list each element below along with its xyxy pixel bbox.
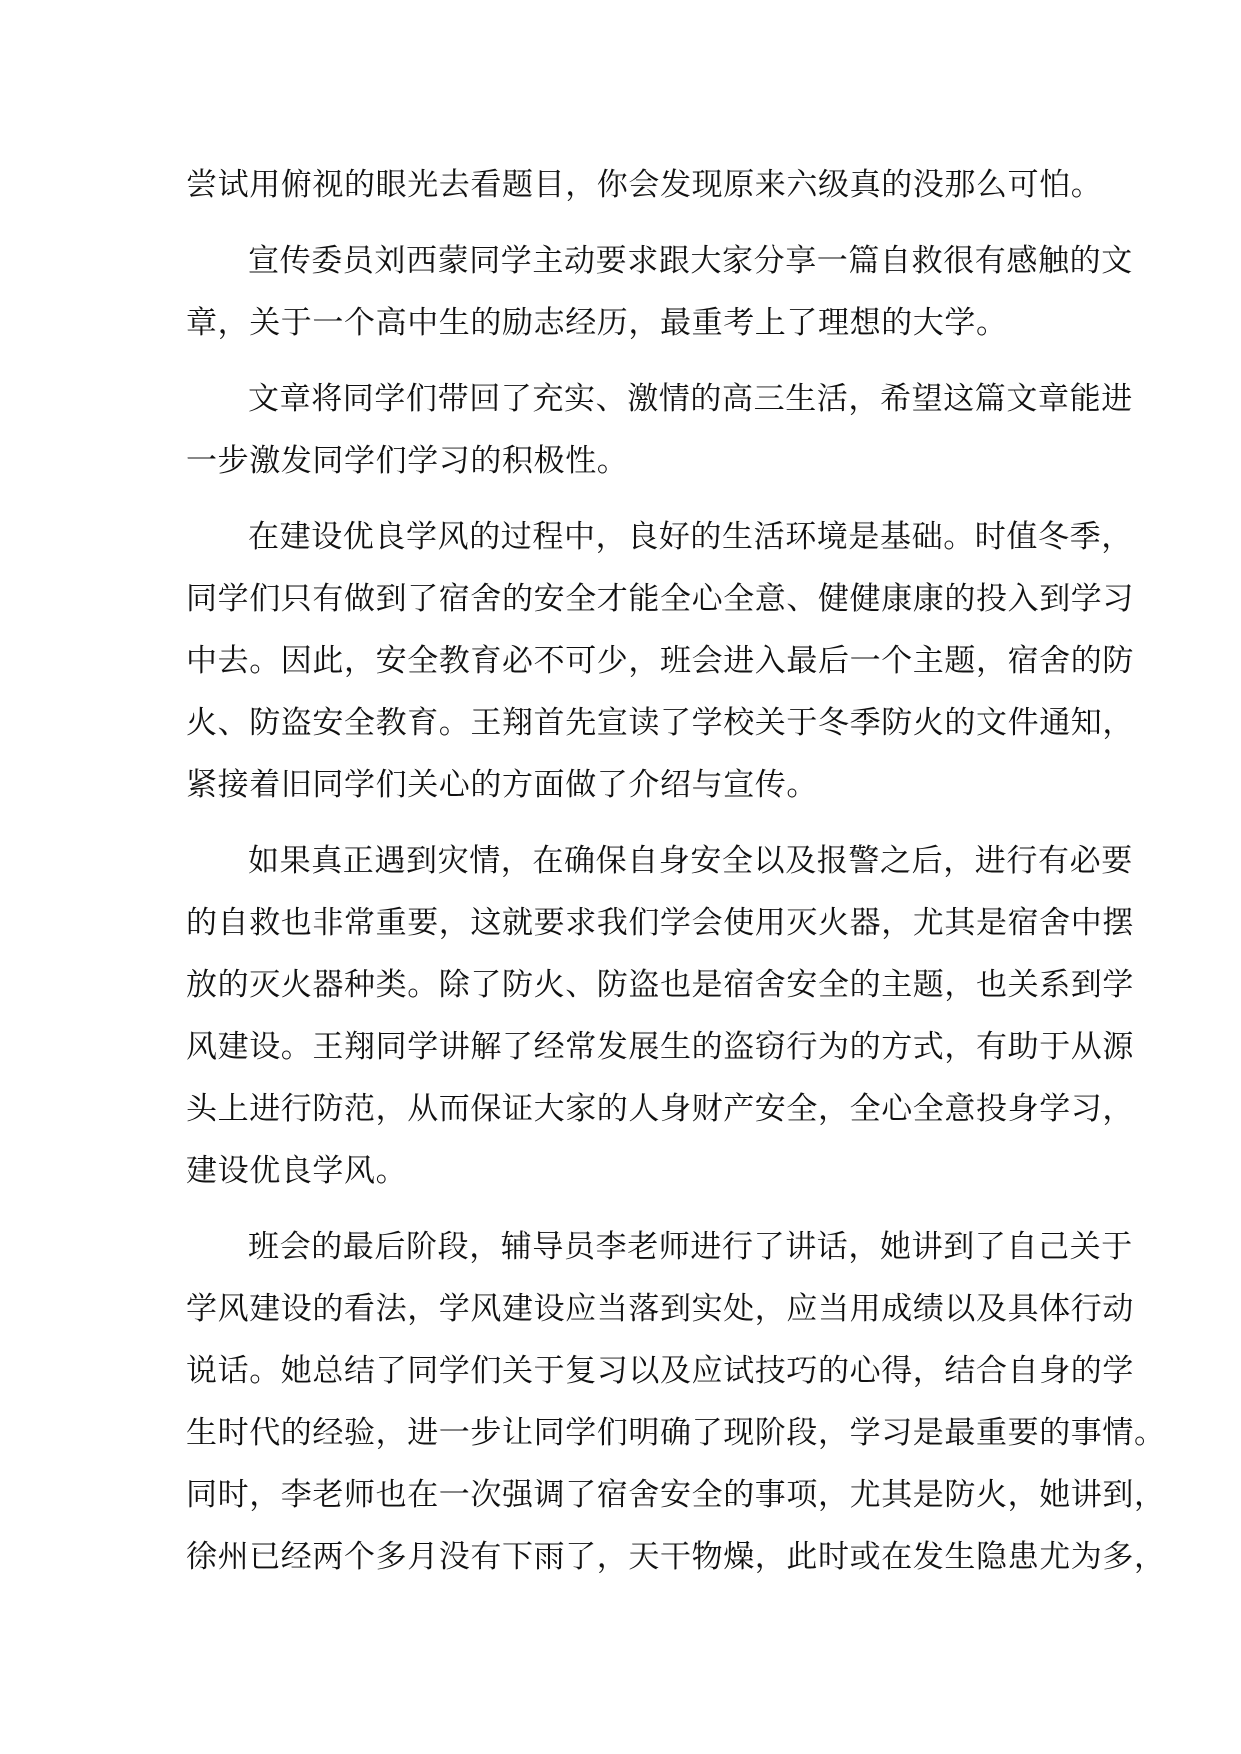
text-line: 中去。因此，安全教育必不可少，班会进入最后一个主题，宿舍的防 <box>186 643 1134 679</box>
paragraph-3 <box>186 368 1133 492</box>
text-line: 同时，李老师也在一次强调了宿舍安全的事项，尤其是防火，她讲到， <box>186 1477 1166 1513</box>
text-line: 放的灭火器种类。除了防火、防盗也是宿舍安全的主题，也关系到学 <box>186 967 1134 1003</box>
text-line: 风建设。王翔同学讲解了经常发展生的盗窃行为的方式，有助于从源 <box>186 1029 1134 1065</box>
text-line: 尝试用俯视的眼光去看题目，你会发现原来六级真的没那么可怕。 <box>186 167 1103 203</box>
text-line: 头上进行防范，从而保证大家的人身财产安全，全心全意投身学习， <box>186 1091 1134 1127</box>
text-line: 徐州已经两个多月没有下雨了，天干物燥，此时或在发生隐患尤为多， <box>186 1539 1166 1575</box>
paragraph-2 <box>186 230 1133 354</box>
document-body <box>186 154 1166 1602</box>
text-line: 说话。她总结了同学们关于复习以及应试技巧的心得，结合自身的学 <box>186 1353 1134 1389</box>
paragraph-1 <box>186 154 1103 216</box>
paragraph-6 <box>186 1216 1166 1588</box>
text-line: 的自救也非常重要，这就要求我们学会使用灭火器，尤其是宿舍中摆 <box>186 905 1134 941</box>
text-line: 班会的最后阶段，辅导员李老师进行了讲话，她讲到了自己关于 <box>248 1229 1133 1265</box>
text-line: 生时代的经验，进一步让同学们明确了现阶段，学习是最重要的事情。 <box>186 1415 1166 1451</box>
text-line: 文章将同学们带回了充实、激情的高三生活，希望这篇文章能进 <box>248 381 1133 417</box>
text-line: 在建设优良学风的过程中，良好的生活环境是基础。时值冬季， <box>248 519 1133 555</box>
text-line: 建设优良学风。 <box>186 1153 408 1189</box>
text-line: 紧接着旧同学们关心的方面做了介绍与宣传。 <box>186 767 818 803</box>
text-line: 如果真正遇到灾情，在确保自身安全以及报警之后，进行有必要 <box>248 843 1133 879</box>
text-line: 章，关于一个高中生的励志经历，最重考上了理想的大学。 <box>186 305 1008 341</box>
paragraph-5 <box>186 830 1134 1202</box>
text-line: 同学们只有做到了宿舍的安全才能全心全意、健健康康的投入到学习 <box>186 581 1134 617</box>
text-line: 学风建设的看法，学风建设应当落到实处，应当用成绩以及具体行动 <box>186 1291 1134 1327</box>
text-line: 宣传委员刘西蒙同学主动要求跟大家分享一篇自救很有感触的文 <box>248 243 1133 279</box>
paragraph-4 <box>186 506 1134 816</box>
text-line: 火、防盗安全教育。王翔首先宣读了学校关于冬季防火的文件通知， <box>186 705 1134 741</box>
text-line: 一步激发同学们学习的积极性。 <box>186 443 629 479</box>
